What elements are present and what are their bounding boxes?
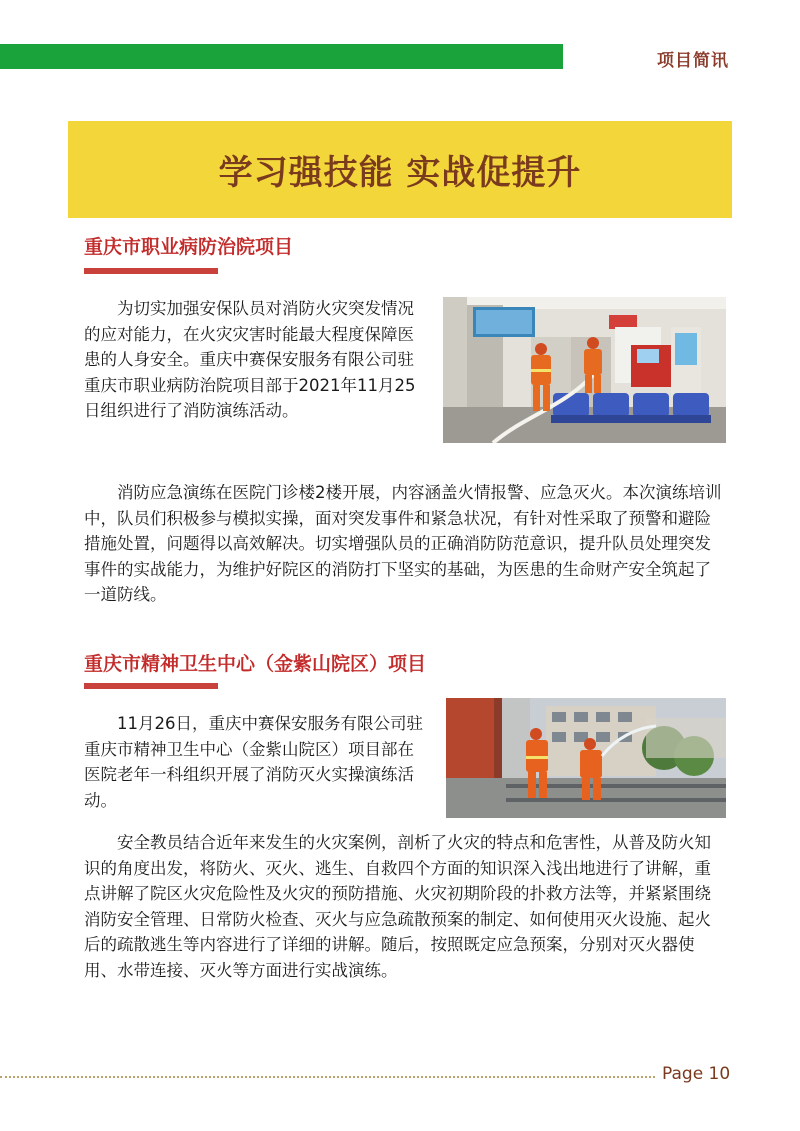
section-heading-underline	[84, 268, 218, 274]
section-heading-occupational-hospital: 重庆市职业病防治院项目	[84, 236, 294, 258]
section1-paragraph-1: 为切实加强安保队员对消防火灾突发情况的应对能力，在火灾灾害时能最大程度保障医患的人身安全。重庆中赛保安服务有限公司驻重庆市职业病防治院项目部于2021年11月25日组织进行了消防演练活动。	[84, 299, 416, 420]
page-number: Page 10	[662, 1064, 731, 1084]
section-tag: 项目简讯	[657, 51, 729, 71]
hospital-fire-drill-photo	[443, 297, 726, 443]
top-green-bar	[0, 44, 563, 69]
footer-dotted-line	[0, 1076, 655, 1078]
title-banner	[68, 121, 732, 218]
section2-paragraph-2: 安全教员结合近年来发生的火灾案例，剖析了火灾的特点和危害性，从普及防火知识的角度出发，将防火、灭火、逃生、自救四个方面的知识深入浅出地进行了讲解，重点讲解了院区火灾危险性及火灾的预防措施、火灾初期阶段的扑救方法等，并紧紧围绕消防安全管理、日常防火检查、灭火与应急疏散预案的制定、如何使用灭火设施、起火后的疏散逃生等内容进行了详细的讲解。随后，按照既定应急预案，分别对灭火器使用、水带连接、灭火等方面进行实战演练。	[84, 833, 711, 980]
hospital-fire-drill-illustration	[443, 297, 726, 443]
section2-paragraph-1: 11月26日，重庆中赛保安服务有限公司驻重庆市精神卫生中心（金紫山院区）项目部在医院老年一科组织开展了消防灭火实操演练活动。	[84, 714, 423, 810]
outdoor-fire-drill-illustration	[446, 698, 726, 818]
section-heading-mental-health-center: 重庆市精神卫生中心（金紫山院区）项目	[84, 653, 427, 675]
outdoor-fire-drill-photo	[446, 698, 726, 818]
section1-paragraph-2: 消防应急演练在医院门诊楼2楼开展，内容涵盖火情报警、应急灭火。本次演练培训中，队员们积极参与模拟实操，面对突发事件和紧急状况，有针对性采取了预警和避险措施处置，问题得以高效解决。切实增强队员的正确消防防范意识，提升队员处理突发事件的实战能力，为维护好院区的消防打下坚实的基础，为医患的生命财产安全筑起了一道防线。	[84, 483, 722, 604]
section-heading-underline	[84, 683, 218, 689]
page-title: 学习强技能 实战促提升	[218, 153, 582, 193]
